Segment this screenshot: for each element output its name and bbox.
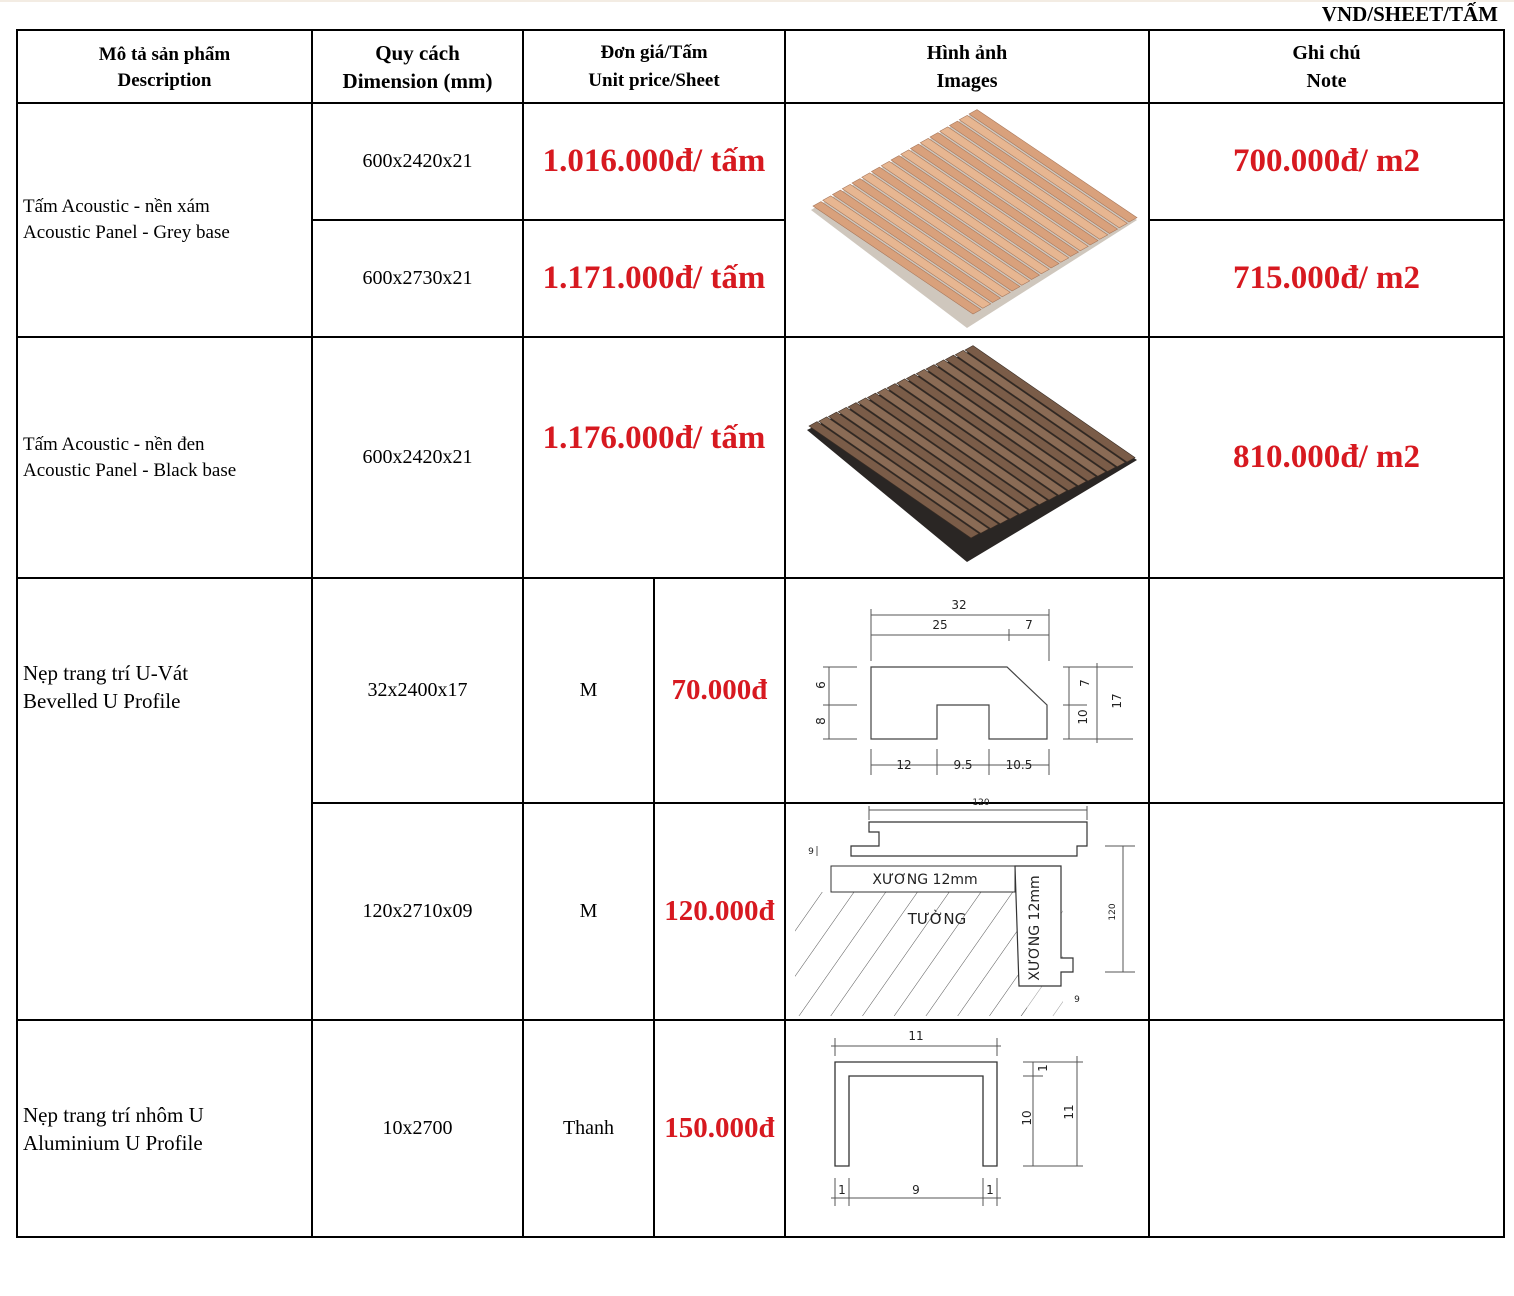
dimension-cell: 600x2730x21: [312, 220, 523, 337]
unit-cell: M: [523, 578, 654, 803]
technical-drawing-cell: [785, 578, 1149, 803]
unit-cell: M: [523, 803, 654, 1020]
dim-label: 25: [932, 617, 948, 632]
header-images: Hình ảnh Images: [785, 30, 1149, 103]
header-description: Mô tả sản phẩm Description: [17, 30, 312, 103]
aluminium-u-profile-drawing: [787, 1026, 1147, 1231]
acoustic-panel-grey-image: [797, 110, 1137, 330]
price-table: [16, 29, 1505, 1238]
note-cell: 715.000đ/ m2: [1149, 220, 1504, 337]
dim-label: 1: [986, 1183, 994, 1197]
technical-drawing-cell: [785, 797, 1149, 1020]
dim-label: 7: [1078, 678, 1092, 687]
dimension-cell: 600x2420x21: [312, 103, 523, 220]
product-description: Tấm Acoustic - nền xám Acoustic Panel - Grey base: [17, 103, 312, 337]
dimension-cell: 32x2400x17: [312, 578, 523, 803]
wall-mount-profile-drawing: [787, 797, 1147, 1018]
price-cell: 70.000đ: [654, 578, 785, 803]
dim-label: 1: [838, 1183, 846, 1197]
bevelled-u-profile-drawing: [787, 581, 1147, 801]
table-row: [17, 1020, 1504, 1237]
dim-label: 32: [951, 597, 967, 612]
dim-label: 7: [1025, 617, 1033, 632]
price-cell: 120.000đ: [654, 803, 785, 1020]
product-description: Tấm Acoustic - nền đen Acoustic Panel - Black base: [17, 337, 312, 578]
technical-drawing-cell: [785, 1020, 1149, 1237]
dim-label: 9: [912, 1183, 920, 1197]
note-cell: 810.000đ/ m2: [1149, 337, 1504, 578]
top-rule: [0, 0, 1514, 2]
note-cell-empty: [1149, 803, 1504, 1020]
table-row: [17, 103, 1504, 220]
dim-label: 11: [908, 1029, 924, 1043]
header-unit-price: Đơn giá/Tấm Unit price/Sheet: [523, 30, 785, 103]
product-description: Nẹp trang trí U-Vát Bevelled U Profile: [17, 578, 312, 1020]
price-cell: 1.016.000đ/ tấm: [523, 103, 785, 220]
dim-label: 9.5: [953, 757, 973, 772]
note-cell: 700.000đ/ m2: [1149, 103, 1504, 220]
price-cell: 1.176.000đ/ tấm: [523, 337, 785, 578]
price-cell: 150.000đ: [654, 1020, 785, 1237]
wall-label: TƯỜNG: [907, 909, 967, 928]
dim-label: 6: [814, 680, 828, 689]
dim-label: 11: [1062, 1104, 1076, 1120]
dim-label: 10: [1076, 708, 1090, 725]
table-row: [17, 337, 1504, 578]
header-dimension: Quy cách Dimension (mm): [312, 30, 523, 103]
dim-label: 10: [1020, 1110, 1034, 1126]
price-cell: 1.171.000đ/ tấm: [523, 220, 785, 337]
xuong-label: XƯƠNG 12mm: [872, 871, 978, 888]
unit-cell: Thanh: [523, 1020, 654, 1237]
dim-label: 120: [972, 797, 990, 808]
note-cell-empty: [1149, 578, 1504, 803]
product-image-cell: [785, 337, 1149, 578]
dimension-cell: 120x2710x09: [312, 803, 523, 1020]
currency-unit-label: VND/SHEET/TẤM: [1321, 2, 1498, 26]
dimension-cell: 10x2700: [312, 1020, 523, 1237]
dim-label: 17: [1110, 692, 1124, 709]
product-image-cell: [785, 103, 1149, 337]
dim-label: 10.5: [1005, 757, 1033, 772]
product-description: Nẹp trang trí nhôm U Aluminium U Profile: [17, 1020, 312, 1237]
dim-label: 120: [1108, 902, 1118, 921]
note-cell-empty: [1149, 1020, 1504, 1237]
xuong-label: XƯƠNG 12mm: [1027, 874, 1043, 981]
dim-label: 8: [814, 716, 828, 725]
dimension-cell: 600x2420x21: [312, 337, 523, 578]
dim-label: 1: [1036, 1064, 1050, 1072]
table-row: [17, 578, 1504, 803]
header-row: [17, 30, 1504, 103]
header-note: Ghi chú Note: [1149, 30, 1504, 103]
dim-label: 9: [1074, 994, 1080, 1005]
acoustic-panel-black-image: [797, 350, 1137, 565]
dim-label: 12: [896, 757, 912, 772]
dim-label: 9: [808, 846, 814, 857]
